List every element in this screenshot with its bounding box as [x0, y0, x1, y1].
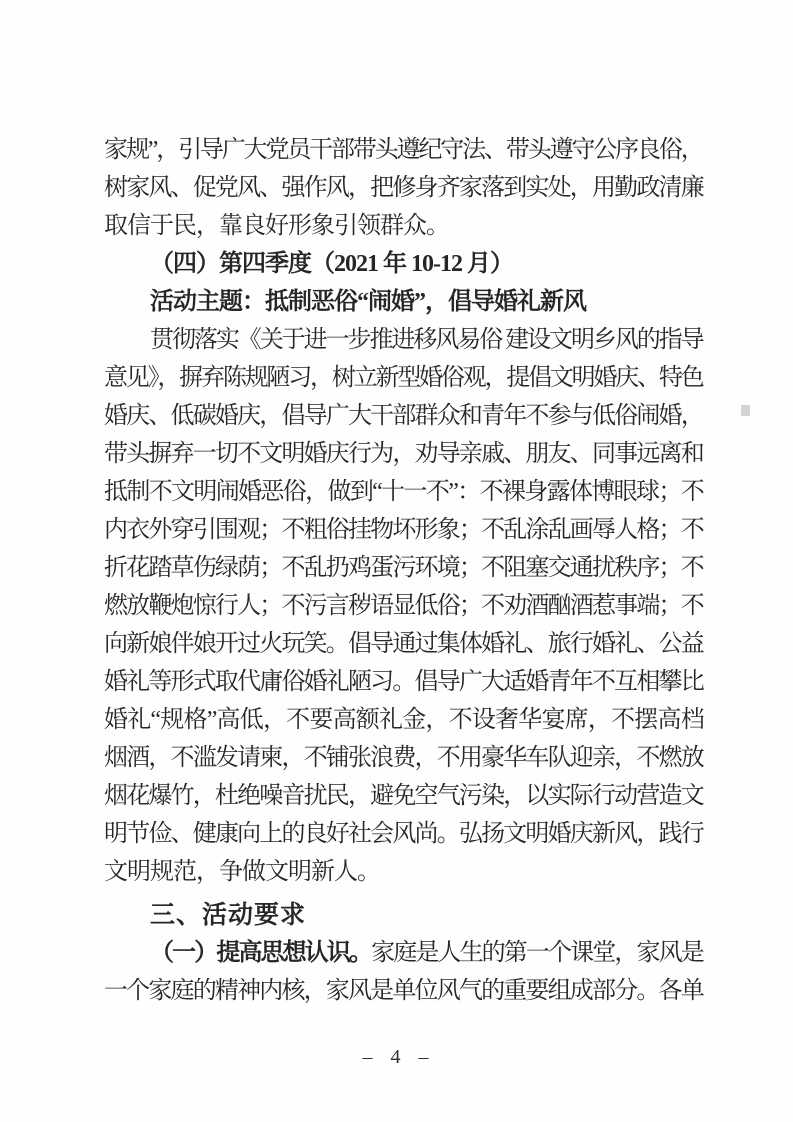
text-run: 取信于民，靠良好形象引领群众。 [104, 213, 449, 239]
text-run: 折花踏草伤绿荫；不乱扔鸡蛋污环境；不阻塞交通扰秩序；不 [104, 555, 702, 581]
scan-artifact [741, 405, 750, 416]
page-footer [0, 1046, 793, 1069]
text-line [104, 934, 702, 972]
text-line [104, 397, 702, 435]
text-block [104, 131, 702, 1010]
text-run: 内衣外穿引围观；不粗俗挂物坏形象；不乱涂乱画辱人格；不 [104, 517, 702, 543]
text-run: 文明规范，争做文明新人。 [104, 859, 380, 885]
text-run-bold: （四）第四季度（2021 年 10-12 月） [150, 251, 513, 277]
text-run: 抵制不文明闹婚恶俗，做到“十一不”：不裸身露体博眼球；不 [104, 479, 702, 505]
text-line [104, 896, 702, 934]
text-line [104, 777, 702, 815]
text-run: 向新娘伴娘开过火玩笑。倡导通过集体婚礼、旅行婚礼、公益 [104, 631, 702, 657]
text-run-bold: （一）提高思想认识。 [150, 940, 372, 966]
text-line [104, 511, 702, 549]
text-line [104, 701, 702, 739]
page-number: – 4 – [362, 1046, 431, 1068]
text-run: 婚礼“规格”高低，不要高额礼金，不设奢华宴席，不摆高档 [104, 707, 702, 733]
text-run: 婚礼等形式取代庸俗婚礼陋习。倡导广大适婚青年不互相攀比 [104, 669, 702, 695]
text-run: 家规”，引导广大党员干部带头遵纪守法、带头遵守公序良俗， [104, 137, 702, 163]
text-run: 意见》，摒弃陈规陋习，树立新型婚俗观，提倡文明婚庆、特色 [104, 365, 702, 391]
text-run: 明节俭、健康向上的良好社会风尚。弘扬文明婚庆新风，践行 [104, 821, 702, 847]
text-run: 燃放鞭炮惊行人；不污言秽语显低俗；不劝酒酗酒惹事端；不 [104, 593, 702, 619]
text-line [104, 245, 702, 283]
text-line [104, 169, 702, 207]
text-line [104, 815, 702, 853]
text-line [104, 283, 702, 321]
text-line [104, 972, 702, 1010]
text-line [104, 321, 702, 359]
text-line [104, 131, 702, 169]
text-line [104, 359, 702, 397]
text-line [104, 587, 702, 625]
text-run: 烟酒，不滥发请柬，不铺张浪费，不用豪华车队迎亲，不燃放 [104, 745, 702, 771]
text-line [104, 549, 702, 587]
text-line [104, 207, 702, 245]
text-run: 一个家庭的精神内核，家风是单位风气的重要组成部分。各单 [104, 978, 702, 1004]
text-run: 带头摒弃一切不文明婚庆行为，劝导亲戚、朋友、同事远离和 [104, 441, 702, 467]
text-line [104, 663, 702, 701]
text-run: 树家风、促党风、强作风，把修身齐家落到实处，用勤政清廉 [104, 175, 702, 201]
text-run: 贯彻落实《关于进一步推进移风易俗 建设文明乡风的指导 [150, 327, 702, 353]
text-line [104, 853, 702, 891]
text-line [104, 435, 702, 473]
text-line [104, 625, 702, 663]
text-run: 烟花爆竹，杜绝噪音扰民，避免空气污染，以实际行动营造文 [104, 783, 702, 809]
text-run: 家庭是人生的第一个课堂，家风是 [371, 940, 702, 966]
text-run-bold: 活动主题：抵制恶俗“闹婚”，倡导婚礼新风 [150, 289, 586, 315]
text-line [104, 739, 702, 777]
text-run: 婚庆、低碳婚庆，倡导广大干部群众和青年不参与低俗闹婚， [104, 403, 702, 429]
text-run-bold: 三、活动要求 [150, 901, 307, 929]
text-line [104, 473, 702, 511]
